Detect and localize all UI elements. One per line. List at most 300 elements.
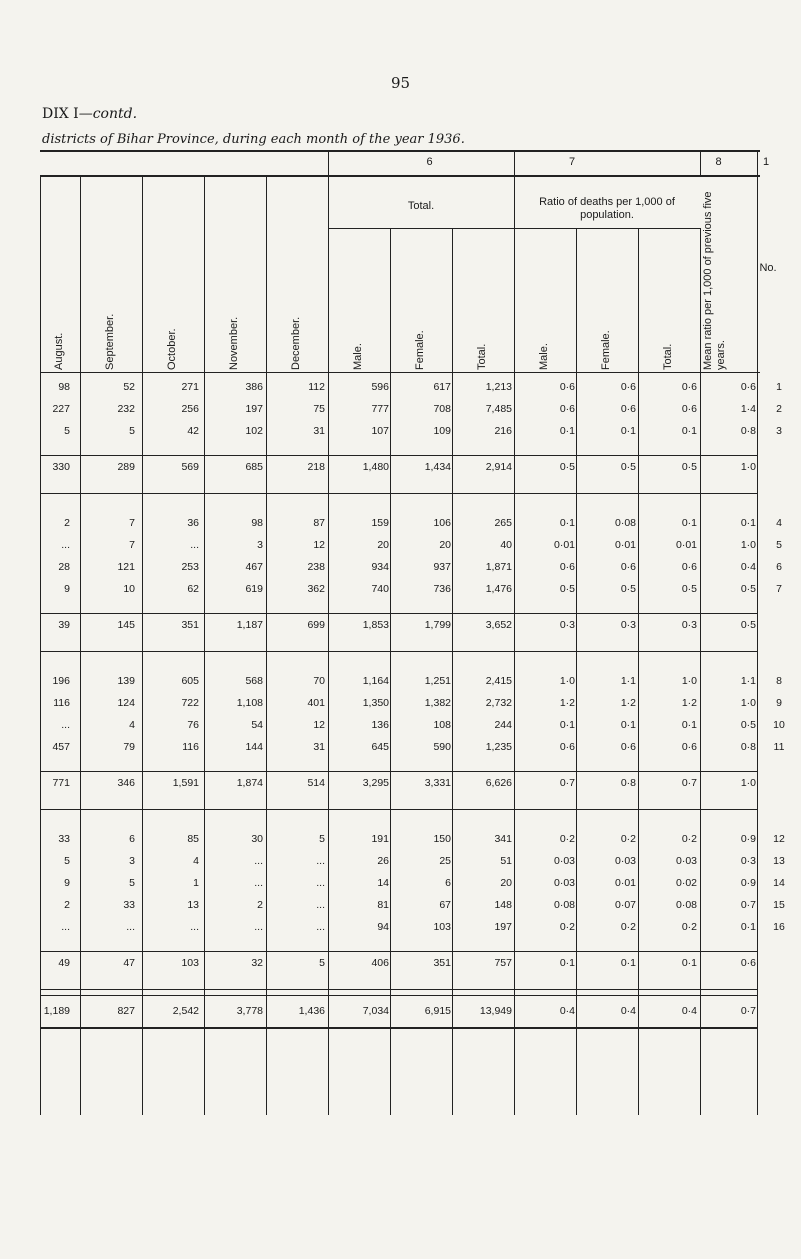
grand-total-top-rule: [40, 995, 757, 996]
header-bottom-rule: [40, 372, 760, 373]
table-row-cell: 0·6: [620, 403, 636, 415]
subtotal-rule: [40, 493, 757, 494]
grand-total-row-cell: 0·7: [740, 1005, 756, 1017]
subtotal-row-cell: 0·1: [681, 957, 697, 969]
table-row-cell: 740: [371, 583, 389, 595]
row-number: 1: [776, 381, 782, 393]
table-row-cell: 256: [181, 403, 199, 415]
row-number: 11: [773, 741, 785, 753]
subtotal-row-cell: 1,874: [236, 777, 263, 789]
subtotal-row-cell: 0·1: [620, 957, 636, 969]
table-row-cell: 121: [117, 561, 135, 573]
column-rule: [514, 175, 515, 1115]
table-row-cell: 0·6: [559, 403, 575, 415]
table-row-cell: 0·07: [614, 899, 636, 911]
subtotal-row-cell: 1,434: [424, 461, 451, 473]
row-number: 9: [776, 697, 782, 709]
subtotal-rule: [40, 951, 757, 952]
table-row-cell: 197: [245, 403, 263, 415]
grand-total-row-cell: 3,778: [236, 1005, 263, 1017]
table-row-cell: 238: [307, 561, 325, 573]
table-row-cell: 9: [64, 583, 70, 595]
row-number: 12: [773, 833, 785, 845]
table-row-cell: 617: [433, 381, 451, 393]
subtotal-rule: [40, 771, 757, 772]
table-row-cell: 136: [371, 719, 389, 731]
table-row-cell: 596: [371, 381, 389, 393]
subtotal-row-cell: 0·5: [559, 461, 575, 473]
table-row-cell: 31: [313, 425, 325, 437]
column-number: 6: [426, 156, 433, 168]
subtotal-row-cell: 0·5: [620, 461, 636, 473]
table-row-cell: 20: [500, 877, 512, 889]
table-row-cell: 30: [251, 833, 263, 845]
table-row-cell: 0·2: [620, 833, 636, 845]
subtotal-row-cell: 0·3: [620, 619, 636, 631]
table-row-cell: 619: [245, 583, 263, 595]
table-row-cell: 3: [129, 855, 135, 867]
table-row-cell: 4: [129, 719, 135, 731]
table-row-cell: 191: [371, 833, 389, 845]
table-row-cell: 5: [129, 425, 135, 437]
table-row-cell: 94: [377, 921, 389, 933]
subtotal-row-cell: 351: [433, 957, 451, 969]
table-row-cell: 0·8: [740, 741, 756, 753]
table-subtitle: districts of Bihar Province, during each month of the year 1936.: [42, 132, 465, 147]
column-rule: [576, 228, 577, 1115]
subtotal-row-cell: 6,626: [485, 777, 512, 789]
column-number-divider: [514, 150, 515, 175]
table-row-cell: 62: [187, 583, 199, 595]
grand-total-row-cell: 1,189: [43, 1005, 70, 1017]
table-row-cell: 5: [319, 833, 325, 845]
table-row-cell: 722: [181, 697, 199, 709]
column-header: Total.: [662, 343, 674, 370]
table-row-cell: 0·02: [675, 877, 697, 889]
table-row-cell: 0·08: [675, 899, 697, 911]
table-row-cell: 124: [117, 697, 135, 709]
table-row-cell: ...: [61, 719, 70, 731]
grand-total-row-cell: 13,949: [479, 1005, 512, 1017]
table-row-cell: 103: [433, 921, 451, 933]
table-row-cell: 1,235: [485, 741, 512, 753]
table-row-cell: 20: [439, 539, 451, 551]
table-row-cell: 52: [123, 381, 135, 393]
row-number: 14: [773, 877, 785, 889]
table-row-cell: 51: [500, 855, 512, 867]
column-number: 8: [715, 156, 722, 168]
subtotal-row-cell: 514: [307, 777, 325, 789]
table-row-cell: 5: [64, 425, 70, 437]
row-number: 5: [776, 539, 782, 551]
table-row-cell: 0·1: [681, 517, 697, 529]
table-row-cell: ...: [126, 921, 135, 933]
subtotal-row-cell: 0·7: [559, 777, 575, 789]
table-row-cell: 0·5: [681, 583, 697, 595]
table-row-cell: 70: [313, 675, 325, 687]
subtotal-row-cell: 103: [181, 957, 199, 969]
table-row-cell: 108: [433, 719, 451, 731]
column-rule: [204, 175, 205, 1115]
table-row-cell: ...: [61, 921, 70, 933]
column-rule: [266, 175, 267, 1115]
table-row-cell: 1: [193, 877, 199, 889]
table-row-cell: 2: [64, 899, 70, 911]
grand-total-row-cell: 0·4: [559, 1005, 575, 1017]
table-row-cell: 1,871: [485, 561, 512, 573]
table-row-cell: 26: [377, 855, 389, 867]
table-row-cell: 401: [307, 697, 325, 709]
table-row-cell: 0·6: [681, 741, 697, 753]
table-row-cell: 5: [64, 855, 70, 867]
table-row-cell: 362: [307, 583, 325, 595]
grand-total-row-cell: 2,542: [172, 1005, 199, 1017]
column-rule: [40, 175, 41, 1115]
total-group-header: Total.: [407, 200, 435, 212]
table-row-cell: 736: [433, 583, 451, 595]
table-row-cell: 605: [181, 675, 199, 687]
row-number: 2: [776, 403, 782, 415]
table-row-cell: 265: [494, 517, 512, 529]
subtotal-row-cell: 2,914: [485, 461, 512, 473]
subtotal-row-cell: 1,853: [362, 619, 389, 631]
subtotal-row-cell: 1·0: [740, 461, 756, 473]
column-rule: [328, 175, 329, 1115]
table-row-cell: ...: [316, 855, 325, 867]
table-row-cell: 98: [251, 517, 263, 529]
table-row-cell: 75: [313, 403, 325, 415]
table-row-cell: 0·1: [559, 517, 575, 529]
table-row-cell: 0·01: [553, 539, 575, 551]
column-rule: [700, 228, 701, 1115]
table-row-cell: 645: [371, 741, 389, 753]
table-row-cell: 0·01: [614, 539, 636, 551]
row-number: 8: [776, 675, 782, 687]
table-row-cell: 1·4: [740, 403, 756, 415]
subtotal-row-cell: 330: [52, 461, 70, 473]
table-row-cell: 0·03: [614, 855, 636, 867]
page-heading: [42, 106, 137, 122]
subtotal-rule: [40, 455, 757, 456]
subtotal-row-cell: 771: [52, 777, 70, 789]
table-row-cell: 148: [494, 899, 512, 911]
column-rule: [757, 175, 758, 1115]
table-row-cell: 1,213: [485, 381, 512, 393]
table-row-cell: 0·6: [559, 381, 575, 393]
table-row-cell: 10: [123, 583, 135, 595]
table-row-cell: 116: [182, 741, 199, 753]
table-bottom-rule: [40, 1027, 757, 1029]
table-row-cell: 271: [181, 381, 199, 393]
table-row-cell: 159: [371, 517, 389, 529]
table-row-cell: 112: [308, 381, 325, 393]
column-header: Female.: [414, 330, 426, 370]
column-rule: [638, 228, 639, 1115]
table-row-cell: 33: [58, 833, 70, 845]
table-row-cell: 1·2: [620, 697, 636, 709]
table-row-cell: 0·01: [675, 539, 697, 551]
table-row-cell: 7,485: [485, 403, 512, 415]
subtotal-row-cell: 3,331: [424, 777, 451, 789]
table-row-cell: 216: [494, 425, 512, 437]
table-row-cell: 150: [433, 833, 451, 845]
subtotal-row-cell: 0·3: [559, 619, 575, 631]
table-row-cell: 1,476: [485, 583, 512, 595]
table-row-cell: 197: [494, 921, 512, 933]
table-row-cell: 0·01: [614, 877, 636, 889]
table-row-cell: 590: [433, 741, 451, 753]
mean-ratio-header: Mean ratio per 1,000 of previous five years.: [702, 191, 727, 370]
table-row-cell: 54: [251, 719, 263, 731]
column-header: August.: [53, 332, 65, 370]
table-row-cell: 2: [257, 899, 263, 911]
grand-total-row-cell: 827: [117, 1005, 135, 1017]
table-row-cell: 341: [494, 833, 512, 845]
subtotal-row-cell: 699: [307, 619, 325, 631]
table-row-cell: ...: [316, 877, 325, 889]
header-top-rule: [40, 175, 760, 177]
table-row-cell: 12: [313, 539, 325, 551]
table-row-cell: 1·0: [740, 697, 756, 709]
table-row-cell: 9: [64, 877, 70, 889]
table-row-cell: 106: [433, 517, 451, 529]
table-row-cell: 20: [377, 539, 389, 551]
row-number: 4: [776, 517, 782, 529]
column-header: Total.: [476, 343, 488, 370]
subtotal-row-cell: 3,652: [485, 619, 512, 631]
table-row-cell: 28: [58, 561, 70, 573]
subtotal-row-cell: 757: [494, 957, 512, 969]
table-row-cell: 232: [117, 403, 135, 415]
table-row-cell: 0·1: [620, 719, 636, 731]
table-row-cell: 937: [433, 561, 451, 573]
table-row-cell: 7: [129, 517, 135, 529]
subtotal-row-cell: 0·1: [559, 957, 575, 969]
table-row-cell: ...: [61, 539, 70, 551]
table-row-cell: 13: [187, 899, 199, 911]
table-row-cell: 0·6: [620, 561, 636, 573]
subtotal-row-cell: 1,480: [362, 461, 389, 473]
subtotal-row-cell: 0·5: [681, 461, 697, 473]
table-row-cell: 0·6: [681, 381, 697, 393]
table-row-cell: 196: [52, 675, 70, 687]
table-row-cell: ...: [316, 899, 325, 911]
row-number: 3: [776, 425, 782, 437]
subtotal-row-cell: 218: [307, 461, 325, 473]
table-row-cell: 7: [129, 539, 135, 551]
column-number-divider: [328, 150, 329, 175]
table-row-cell: 36: [187, 517, 199, 529]
table-row-cell: 1·2: [559, 697, 575, 709]
table-row-cell: 0·6: [620, 741, 636, 753]
table-row-cell: 0·1: [740, 517, 756, 529]
subtotal-row-cell: 289: [117, 461, 135, 473]
table-row-cell: 227: [52, 403, 70, 415]
table-row-cell: 0·6: [740, 381, 756, 393]
subtotal-row-cell: 1·0: [740, 777, 756, 789]
table-row-cell: 777: [371, 403, 389, 415]
grand-total-row-cell: 7,034: [362, 1005, 389, 1017]
table-row-cell: 0·08: [614, 517, 636, 529]
table-row-cell: 0·1: [559, 425, 575, 437]
table-row-cell: 0·5: [620, 583, 636, 595]
subtotal-row-cell: 1,187: [236, 619, 263, 631]
column-header: Female.: [600, 330, 612, 370]
table-row-cell: 0·1: [681, 719, 697, 731]
column-header: Male.: [352, 343, 364, 370]
subtotal-row-cell: 47: [123, 957, 135, 969]
column-header: November.: [228, 316, 240, 370]
page-number: 95: [390, 74, 411, 92]
subtotal-row-cell: 406: [371, 957, 389, 969]
table-row-cell: 116: [53, 697, 70, 709]
subtotal-row-cell: 0·8: [620, 777, 636, 789]
subtotal-row-cell: 351: [181, 619, 199, 631]
table-row-cell: 467: [245, 561, 263, 573]
table-row-cell: 0·03: [553, 877, 575, 889]
table-row-cell: 0·1: [559, 719, 575, 731]
table-row-cell: 386: [245, 381, 263, 393]
table-row-cell: 31: [313, 741, 325, 753]
table-row-cell: 6: [129, 833, 135, 845]
table-row-cell: 0·2: [681, 833, 697, 845]
table-row-cell: 0·2: [681, 921, 697, 933]
table-row-cell: 87: [313, 517, 325, 529]
table-row-cell: 0·2: [559, 833, 575, 845]
table-row-cell: 102: [245, 425, 263, 437]
subtotal-row-cell: 0·3: [681, 619, 697, 631]
table-row-cell: 1,108: [236, 697, 263, 709]
table-row-cell: 1·0: [559, 675, 575, 687]
column-header: December.: [290, 316, 302, 370]
table-row-cell: 81: [377, 899, 389, 911]
table-row-cell: 40: [500, 539, 512, 551]
table-row-cell: 0·8: [740, 425, 756, 437]
table-row-cell: ...: [316, 921, 325, 933]
table-row-cell: 0·6: [681, 403, 697, 415]
subtotal-row-cell: 145: [117, 619, 135, 631]
table-row-cell: 0·5: [740, 583, 756, 595]
table-row-cell: 14: [377, 877, 389, 889]
table-row-cell: 0·4: [740, 561, 756, 573]
table-row-cell: 1·1: [620, 675, 636, 687]
table-row-cell: 139: [117, 675, 135, 687]
subtotal-rule: [40, 989, 757, 990]
subtotal-row-cell: 1,799: [424, 619, 451, 631]
subtotal-rule: [40, 613, 757, 614]
table-row-cell: 1·2: [681, 697, 697, 709]
subtotal-row-cell: 569: [181, 461, 199, 473]
table-row-cell: 708: [433, 403, 451, 415]
table-row-cell: 0·9: [740, 877, 756, 889]
grand-total-row-cell: 6,915: [424, 1005, 451, 1017]
column-rule: [452, 228, 453, 1115]
column-number-divider: [757, 150, 758, 175]
table-row-cell: 0·7: [740, 899, 756, 911]
column-number: 1: [762, 156, 770, 168]
subtotal-row-cell: 3,295: [362, 777, 389, 789]
table-row-cell: 1,164: [362, 675, 389, 687]
row-number: 13: [773, 855, 785, 867]
table-row-cell: 0·9: [740, 833, 756, 845]
grand-total-row-cell: 1,436: [298, 1005, 325, 1017]
table-row-cell: 2,732: [485, 697, 512, 709]
table-row-cell: 0·5: [559, 583, 575, 595]
subtotal-row-cell: 49: [58, 957, 70, 969]
table-row-cell: ...: [190, 539, 199, 551]
table-row-cell: 2,415: [485, 675, 512, 687]
ratio-group-header: Ratio of deaths per 1,000 of population.: [539, 196, 675, 221]
table-row-cell: 144: [245, 741, 263, 753]
row-number: 16: [773, 921, 785, 933]
grand-total-row-cell: 0·4: [681, 1005, 697, 1017]
subtotal-row-cell: 32: [251, 957, 263, 969]
table-top-rule: [40, 150, 760, 152]
row-number: 6: [776, 561, 782, 573]
table-row-cell: 457: [52, 741, 70, 753]
table-row-cell: 0·5: [740, 719, 756, 731]
subtotal-rule: [40, 809, 757, 810]
table-row-cell: 0·6: [559, 741, 575, 753]
table-row-cell: 67: [439, 899, 451, 911]
grand-total-row-cell: 0·4: [620, 1005, 636, 1017]
table-row-cell: 1,350: [362, 697, 389, 709]
table-row-cell: 253: [181, 561, 199, 573]
table-row-cell: 1·0: [681, 675, 697, 687]
table-row-cell: ...: [254, 877, 263, 889]
table-row-cell: ...: [254, 855, 263, 867]
table-row-cell: 1,382: [424, 697, 451, 709]
table-row-cell: ...: [254, 921, 263, 933]
subtotal-row-cell: 0·6: [740, 957, 756, 969]
table-row-cell: 0·1: [681, 425, 697, 437]
table-row-cell: 0·03: [553, 855, 575, 867]
table-row-cell: 33: [123, 899, 135, 911]
table-row-cell: 107: [371, 425, 389, 437]
table-row-cell: 25: [439, 855, 451, 867]
table-row-cell: 0·6: [681, 561, 697, 573]
table-row-cell: 5: [129, 877, 135, 889]
table-row-cell: 934: [371, 561, 389, 573]
table-row-cell: 76: [187, 719, 199, 731]
table-row-cell: 0·2: [559, 921, 575, 933]
subtotal-row-cell: 685: [245, 461, 263, 473]
row-number: 15: [773, 899, 785, 911]
table-row-cell: 0·6: [620, 381, 636, 393]
table-row-cell: 2: [64, 517, 70, 529]
table-row-cell: 568: [245, 675, 263, 687]
heading-suffix: —contd.: [78, 106, 138, 122]
table-row-cell: 4: [193, 855, 199, 867]
column-number-divider: [700, 150, 701, 175]
table-row-cell: 0·08: [553, 899, 575, 911]
table-row-cell: 42: [187, 425, 199, 437]
subtotal-row-cell: 0·5: [740, 619, 756, 631]
table-row-cell: 3: [257, 539, 263, 551]
subtotal-row-cell: 39: [58, 619, 70, 631]
heading-prefix: DIX I: [42, 106, 79, 122]
table-row-cell: 6: [445, 877, 451, 889]
column-rule: [80, 175, 81, 1115]
table-row-cell: 0·1: [620, 425, 636, 437]
subtotal-rule: [40, 651, 757, 652]
table-row-cell: 12: [313, 719, 325, 731]
table-row-cell: 79: [123, 741, 135, 753]
table-row-cell: 1·0: [740, 539, 756, 551]
no-header: No.: [759, 262, 777, 274]
subtotal-row-cell: 0·7: [681, 777, 697, 789]
table-row-cell: 0·3: [740, 855, 756, 867]
